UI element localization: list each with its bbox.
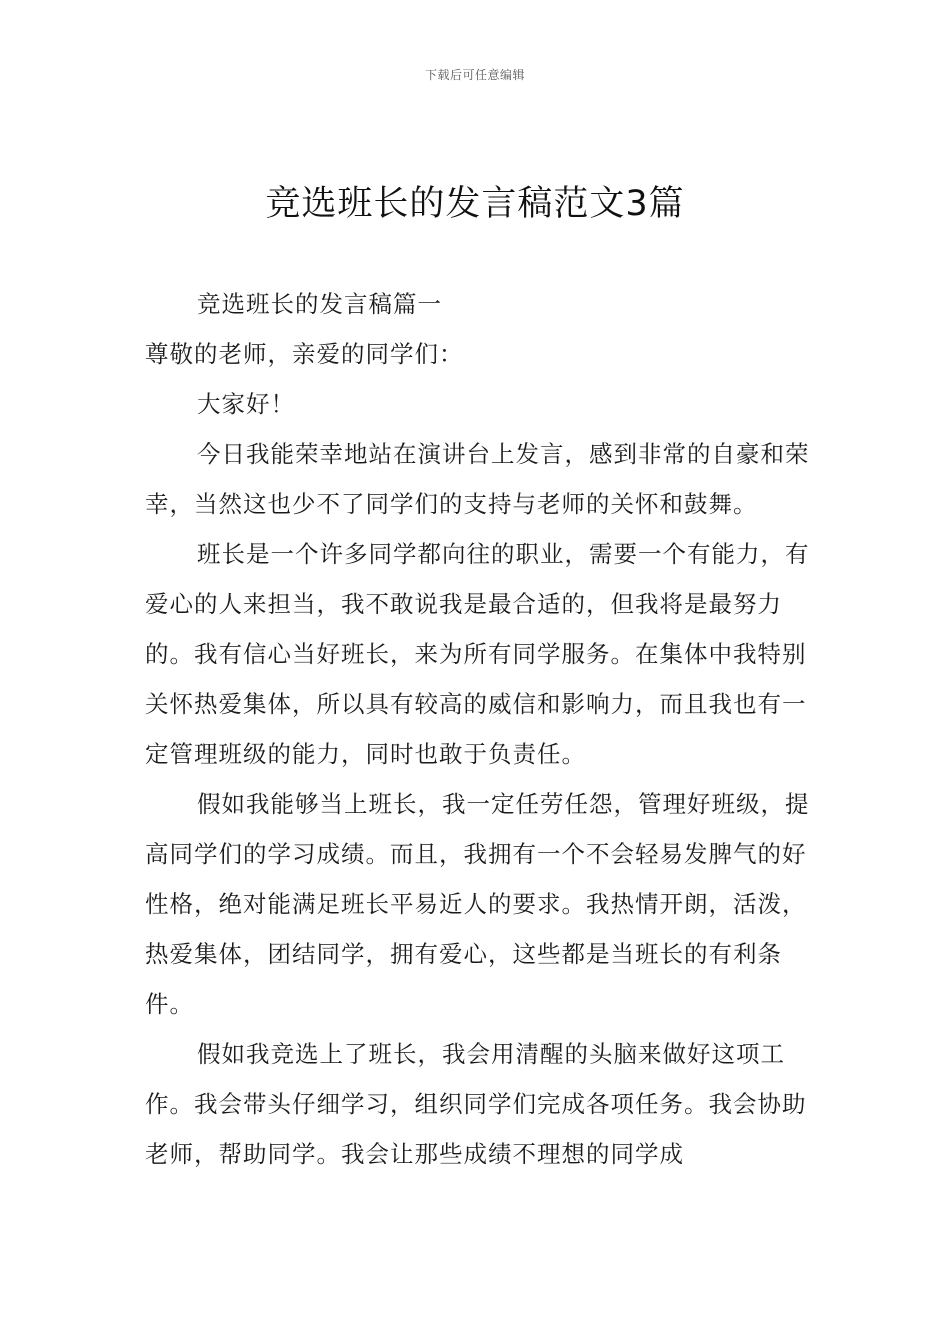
salutation: 尊敬的老师，亲爱的同学们： — [145, 340, 464, 368]
paragraph: 今日我能荣幸地站在演讲台上发言，感到非常的自豪和荣幸，当然这也少不了同学们的支持与老师的关怀和鼓舞。 — [145, 440, 810, 518]
header-note: 下载后可任意编辑 — [424, 68, 525, 82]
document-title: 竞选班长的发言稿范文3篇 — [265, 184, 685, 224]
paragraph: 假如我竞选上了班长，我会用清醒的头脑来做好这项工作。我会带头仔细学习，组织同学们完成各项任务。我会协助老师，帮助同学。我会让那些成绩不理想的同学成 — [145, 1040, 807, 1168]
document-body — [145, 279, 815, 1179]
section-heading: 竞选班长的发言稿篇一 — [197, 290, 442, 318]
greeting: 大家好！ — [197, 390, 295, 418]
paragraph: 班长是一个许多同学都向往的职业，需要一个有能力，有爱心的人来担当，我不敢说我是最合适的，但我将是最努力的。我有信心当好班长，来为所有同学服务。在集体中我特别关怀热爱集体，所以具有较高的威信和影响力，而且我也有一定管理班级的能力，同时也敢于负责任。 — [145, 540, 810, 768]
paragraph: 假如我能够当上班长，我一定任劳任怨，管理好班级，提高同学们的学习成绩。而且，我拥有一个不会轻易发脾气的好性格，绝对能满足班长平易近人的要求。我热情开朗，活泼，热爱集体，团结同学，拥有爱心，这些都是当班长的有利条件。 — [145, 790, 810, 1018]
